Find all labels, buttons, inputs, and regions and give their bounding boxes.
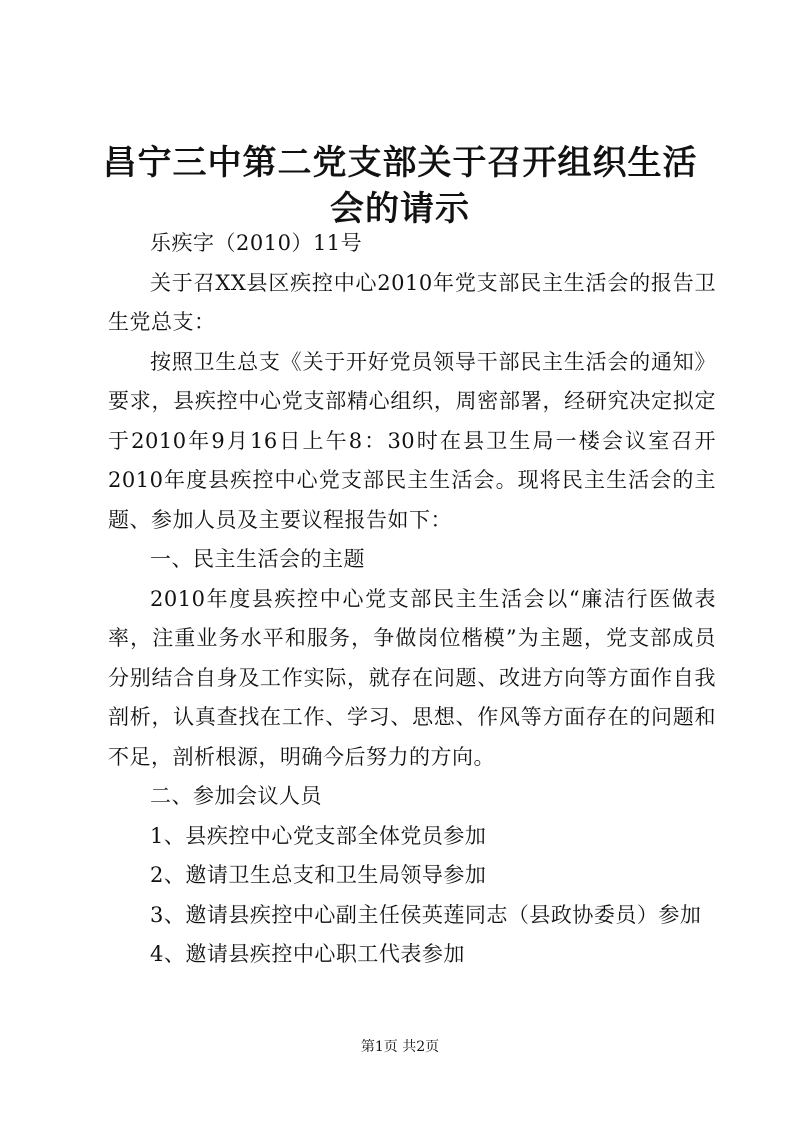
attendee-item: 3、邀请县疾控中心副主任侯英莲同志（县政协委员）参加 [150,902,702,927]
document-number: 乐疾字（2010）11号 [150,231,363,255]
recipient-line: 关于召XX县区疾控中心2010年党支部民主生活会的报告卫生党总支： [108,270,716,334]
attendee-item: 2、邀请卫生总支和卫生局领导参加 [150,863,487,887]
section-heading-theme: 一、民主生活会的主题 [150,547,365,571]
document-title: 昌宁三中第二党支部关于召开组织生活会的请示 [102,143,698,229]
attendee-item: 4、邀请县疾控中心职工代表参加 [150,942,465,966]
intro-paragraph: 按照卫生总支《关于开好党员领导干部民主生活会的通知》要求，县疾控中心党支部精心组织，周密部署，经研究决定拟定于2010年9月16日上午8：30时在县卫生局一楼会议室召开2010年度县疾控中心党支部民主生活会。现将民主生活会的主题、参加人员及主要议程报告如下： [108,349,716,532]
attendee-item: 1、县疾控中心党支部全体党员参加 [150,823,487,848]
section-heading-attendees: 二、参加会议人员 [150,784,322,808]
page-footer: 第1页 共2页 [360,1039,440,1055]
theme-paragraph: 2010年度县疾控中心党支部民主生活会以“廉洁行医做表率，注重业务水平和服务，争做岗位楷模”为主题，党支部成员分别结合自身及工作实际，就存在问题、改进方向等方面作自我剖析，认真查找在工作、学习、思想、作风等方面存在的问题和不足，剖析根源，明确今后努力的方向。 [108,586,716,769]
document-body [108,224,716,975]
